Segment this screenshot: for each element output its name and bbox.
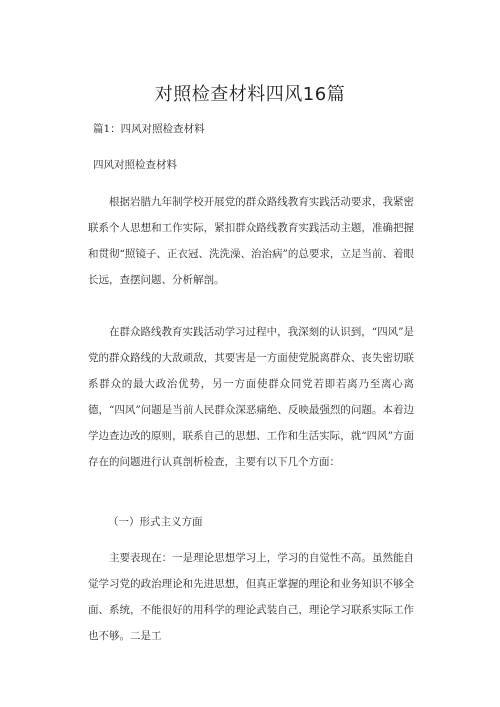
- paragraph-text: 主要表现在：一是理论思想学习上，学习的自觉性不高。虽然能自觉学习党的政治理论和先进思想，但真正掌握的理论和业务知识不够全面、系统，不能很好的用科学的理论武装自己，理论学习联系实际工作也不够。二是工: [88, 552, 414, 642]
- paragraph-awareness: [88, 319, 414, 475]
- document-title: 对照检查材料四风16篇: [154, 84, 346, 105]
- paragraph-text: 在群众路线教育实践活动学习过程中，我深刻的认识到，“四风”是党的群众路线的大敌顽敌，其要害是一方面使党脱离群众、丧失密切联系群众的最大政治优势，另一方面使群众同党若即若离乃至离心离德，“四风”问题是当前人民群众深恶痛绝、反映最强烈的问题。本着边学边查边改的原则，联系自己的思想、工作和生活实际，就“四风”方面存在的问题进行认真剖析检查，主要有以下几个方面：: [88, 326, 414, 468]
- subheading-formalism: （一）形式主义方面: [108, 516, 203, 528]
- paragraph-formalism: [88, 545, 414, 649]
- paragraph-intro: [88, 189, 414, 293]
- paragraph-text: 根据岩腊九年制学校开展党的群众路线教育实践活动要求，我紧密联系个人思想和工作实际，紧扣群众路线教育实践活动主题，准确把握和贯彻“照镜子、正衣冠、洗洗澡、治治病”的总要求，立足当前、着眼长远，查摆问题、分析解剖。: [88, 196, 414, 286]
- section-heading: 篇1：四风对照检查材料: [93, 123, 205, 135]
- subtitle-heading: 四风对照检查材料: [93, 159, 177, 171]
